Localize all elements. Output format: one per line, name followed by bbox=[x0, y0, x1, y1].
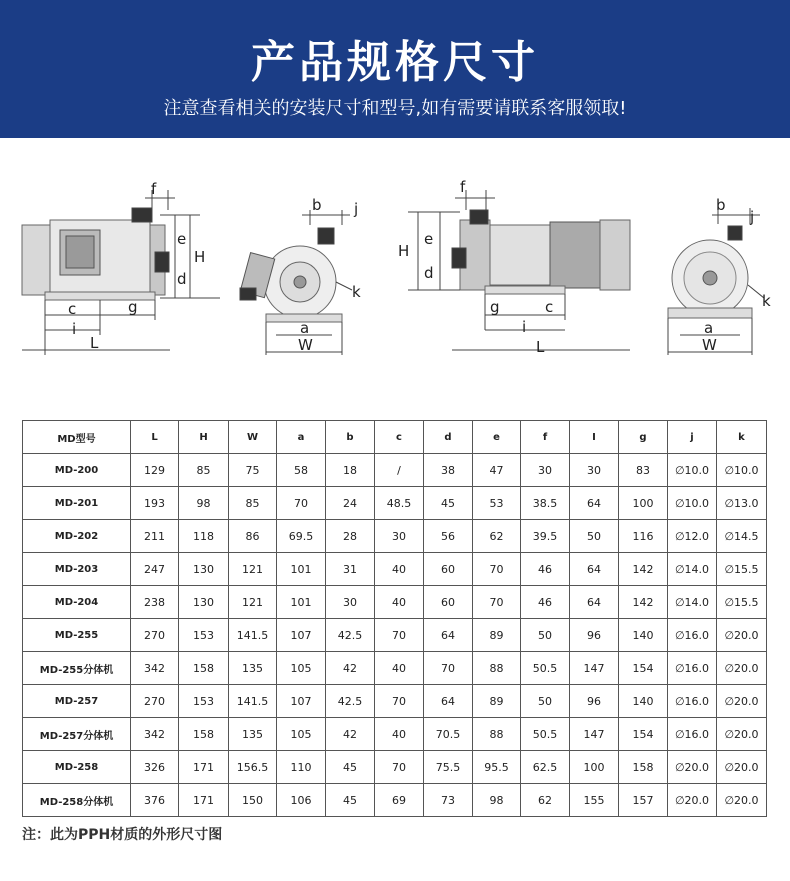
drawing-front-view-1 bbox=[240, 210, 352, 355]
table-cell: 40 bbox=[375, 553, 424, 586]
model-cell: MD-202 bbox=[23, 520, 131, 553]
table-cell: 85 bbox=[179, 454, 229, 487]
table-cell: 147 bbox=[570, 652, 619, 685]
table-cell: 30 bbox=[570, 454, 619, 487]
table-cell: 140 bbox=[619, 685, 668, 718]
label-c: c bbox=[68, 300, 77, 318]
table-cell: 30 bbox=[375, 520, 424, 553]
table-row bbox=[23, 454, 767, 487]
table-cell: 107 bbox=[277, 685, 326, 718]
model-cell: MD-255分体机 bbox=[23, 652, 131, 685]
label-j-2: j bbox=[750, 208, 755, 226]
drawing-side-view-1 bbox=[22, 190, 220, 355]
label-H-2: H bbox=[398, 242, 410, 260]
table-cell: 105 bbox=[277, 718, 326, 751]
table-cell: 45 bbox=[326, 751, 375, 784]
label-e: e bbox=[177, 230, 187, 248]
table-cell: 85 bbox=[229, 487, 277, 520]
table-row bbox=[23, 553, 767, 586]
table-cell: 130 bbox=[179, 586, 229, 619]
model-cell: MD-257 bbox=[23, 685, 131, 718]
table-cell: 46 bbox=[521, 553, 570, 586]
table-cell: ∅20.0 bbox=[717, 784, 767, 817]
column-header: H bbox=[179, 421, 229, 454]
column-header: j bbox=[668, 421, 717, 454]
table-cell: 156.5 bbox=[229, 751, 277, 784]
table-cell: 38 bbox=[424, 454, 473, 487]
table-cell: 86 bbox=[229, 520, 277, 553]
table-cell: 211 bbox=[131, 520, 179, 553]
table-cell: 101 bbox=[277, 553, 326, 586]
table-cell: 326 bbox=[131, 751, 179, 784]
column-header: f bbox=[521, 421, 570, 454]
table-cell: 70 bbox=[375, 685, 424, 718]
table-cell: ∅14.0 bbox=[668, 553, 717, 586]
table-cell: 56 bbox=[424, 520, 473, 553]
label-d: d bbox=[177, 270, 187, 288]
table-cell: ∅20.0 bbox=[717, 619, 767, 652]
table-cell: 64 bbox=[570, 586, 619, 619]
table-cell: 70 bbox=[277, 487, 326, 520]
table-cell: 270 bbox=[131, 685, 179, 718]
table-cell: ∅15.5 bbox=[717, 586, 767, 619]
table-cell: 30 bbox=[326, 586, 375, 619]
label-a: a bbox=[300, 319, 310, 337]
table-cell: ∅16.0 bbox=[668, 718, 717, 751]
table-cell: ∅20.0 bbox=[668, 751, 717, 784]
column-header: g bbox=[619, 421, 668, 454]
label-i-2: i bbox=[522, 318, 527, 336]
model-cell: MD-201 bbox=[23, 487, 131, 520]
table-cell: 100 bbox=[619, 487, 668, 520]
drawing-side-view-2 bbox=[408, 190, 630, 350]
table-cell: ∅16.0 bbox=[668, 652, 717, 685]
table-cell: 141.5 bbox=[229, 685, 277, 718]
table-cell: 158 bbox=[179, 718, 229, 751]
model-cell: MD-258 bbox=[23, 751, 131, 784]
table-cell: ∅13.0 bbox=[717, 487, 767, 520]
table-cell: 154 bbox=[619, 652, 668, 685]
table-row bbox=[23, 487, 767, 520]
label-W: W bbox=[298, 336, 313, 354]
table-cell: ∅10.0 bbox=[668, 487, 717, 520]
label-H: H bbox=[194, 248, 206, 266]
table-cell: 342 bbox=[131, 652, 179, 685]
label-k-2: k bbox=[762, 292, 771, 310]
table-cell: 70 bbox=[473, 586, 521, 619]
page-subtitle: 注意查看相关的安装尺寸和型号,如有需要请联系客服领取! bbox=[163, 98, 627, 119]
table-cell: 153 bbox=[179, 685, 229, 718]
column-header: W bbox=[229, 421, 277, 454]
table-cell: 83 bbox=[619, 454, 668, 487]
table-row bbox=[23, 685, 767, 718]
table-cell: ∅16.0 bbox=[668, 619, 717, 652]
label-g-2: g bbox=[490, 298, 500, 316]
table-cell: ∅12.0 bbox=[668, 520, 717, 553]
table-cell: 96 bbox=[570, 685, 619, 718]
table-cell: 70 bbox=[473, 553, 521, 586]
table-cell: 106 bbox=[277, 784, 326, 817]
label-i: i bbox=[72, 320, 77, 338]
table-cell: 45 bbox=[424, 487, 473, 520]
model-cell: MD-258分体机 bbox=[23, 784, 131, 817]
label-a-2: a bbox=[704, 319, 714, 337]
column-header: MD型号 bbox=[23, 421, 131, 454]
dimension-drawings bbox=[0, 170, 790, 370]
table-cell: 62 bbox=[521, 784, 570, 817]
table-cell: 50 bbox=[521, 685, 570, 718]
table-cell: 150 bbox=[229, 784, 277, 817]
table-cell: 88 bbox=[473, 718, 521, 751]
model-cell: MD-204 bbox=[23, 586, 131, 619]
table-row bbox=[23, 784, 767, 817]
table-cell: 40 bbox=[375, 718, 424, 751]
table-cell: 147 bbox=[570, 718, 619, 751]
table-row bbox=[23, 520, 767, 553]
table-cell: 30 bbox=[521, 454, 570, 487]
table-cell: 155 bbox=[570, 784, 619, 817]
label-f-2: f bbox=[460, 178, 466, 196]
table-cell: 101 bbox=[277, 586, 326, 619]
column-header: L bbox=[131, 421, 179, 454]
table-cell: 38.5 bbox=[521, 487, 570, 520]
table-cell: 157 bbox=[619, 784, 668, 817]
table-cell: 141.5 bbox=[229, 619, 277, 652]
column-header: b bbox=[326, 421, 375, 454]
table-row bbox=[23, 619, 767, 652]
table-cell: 98 bbox=[179, 487, 229, 520]
table-cell: 18 bbox=[326, 454, 375, 487]
table-cell: 62 bbox=[473, 520, 521, 553]
table-cell: 135 bbox=[229, 652, 277, 685]
table-cell: 69 bbox=[375, 784, 424, 817]
table-cell: 64 bbox=[424, 619, 473, 652]
column-header: d bbox=[424, 421, 473, 454]
table-cell: 46 bbox=[521, 586, 570, 619]
table-cell: 247 bbox=[131, 553, 179, 586]
label-L: L bbox=[90, 334, 99, 352]
table-cell: 75 bbox=[229, 454, 277, 487]
label-e-2: e bbox=[424, 230, 434, 248]
table-cell: 142 bbox=[619, 553, 668, 586]
table-cell: 135 bbox=[229, 718, 277, 751]
table-cell: ∅16.0 bbox=[668, 685, 717, 718]
table-cell: 75.5 bbox=[424, 751, 473, 784]
model-cell: MD-257分体机 bbox=[23, 718, 131, 751]
table-cell: 129 bbox=[131, 454, 179, 487]
table-cell: 376 bbox=[131, 784, 179, 817]
table-cell: 39.5 bbox=[521, 520, 570, 553]
page-title: 产品规格尺寸 bbox=[251, 37, 539, 88]
table-cell: 50 bbox=[521, 619, 570, 652]
table-cell: 153 bbox=[179, 619, 229, 652]
table-cell: 42 bbox=[326, 652, 375, 685]
table-cell: 70 bbox=[424, 652, 473, 685]
table-cell: 116 bbox=[619, 520, 668, 553]
table-cell: ∅15.5 bbox=[717, 553, 767, 586]
table-cell: ∅10.0 bbox=[668, 454, 717, 487]
table-cell: 98 bbox=[473, 784, 521, 817]
table-cell: 28 bbox=[326, 520, 375, 553]
table-cell: 107 bbox=[277, 619, 326, 652]
footnote: 注：此为PPH材质的外形尺寸图 bbox=[22, 827, 223, 843]
table-cell: 238 bbox=[131, 586, 179, 619]
table-row bbox=[23, 718, 767, 751]
table-cell: ∅14.5 bbox=[717, 520, 767, 553]
table-cell: 95.5 bbox=[473, 751, 521, 784]
table-cell: 31 bbox=[326, 553, 375, 586]
table-cell: 40 bbox=[375, 586, 424, 619]
model-cell: MD-200 bbox=[23, 454, 131, 487]
column-header: I bbox=[570, 421, 619, 454]
table-row bbox=[23, 751, 767, 784]
table-cell: 88 bbox=[473, 652, 521, 685]
label-d-2: d bbox=[424, 264, 434, 282]
column-header: k bbox=[717, 421, 767, 454]
table-cell: 42 bbox=[326, 718, 375, 751]
label-g: g bbox=[128, 298, 138, 316]
table-cell: 89 bbox=[473, 685, 521, 718]
table-cell: 105 bbox=[277, 652, 326, 685]
table-cell: 121 bbox=[229, 586, 277, 619]
table-cell: 45 bbox=[326, 784, 375, 817]
table-cell: 140 bbox=[619, 619, 668, 652]
label-f: f bbox=[151, 180, 157, 198]
label-b-2: b bbox=[716, 196, 726, 214]
column-header: a bbox=[277, 421, 326, 454]
table-header-row bbox=[23, 421, 767, 454]
table-cell: 73 bbox=[424, 784, 473, 817]
table-cell: ∅20.0 bbox=[717, 718, 767, 751]
table-cell: 64 bbox=[570, 487, 619, 520]
table-cell: 158 bbox=[619, 751, 668, 784]
table-cell: 60 bbox=[424, 586, 473, 619]
model-cell: MD-255 bbox=[23, 619, 131, 652]
table-cell: 24 bbox=[326, 487, 375, 520]
label-k: k bbox=[352, 283, 361, 301]
table-cell: 96 bbox=[570, 619, 619, 652]
table-cell: 64 bbox=[424, 685, 473, 718]
table-cell: 89 bbox=[473, 619, 521, 652]
table-cell: 62.5 bbox=[521, 751, 570, 784]
page-header bbox=[0, 0, 790, 138]
column-header: e bbox=[473, 421, 521, 454]
table-cell: 50.5 bbox=[521, 652, 570, 685]
table-cell: 100 bbox=[570, 751, 619, 784]
label-L-2: L bbox=[536, 338, 545, 356]
table-cell: 42.5 bbox=[326, 619, 375, 652]
label-j: j bbox=[354, 200, 359, 218]
column-header: c bbox=[375, 421, 424, 454]
table-cell: ∅20.0 bbox=[717, 652, 767, 685]
label-b: b bbox=[312, 196, 322, 214]
table-cell: 130 bbox=[179, 553, 229, 586]
table-cell: 48.5 bbox=[375, 487, 424, 520]
table-cell: ∅20.0 bbox=[717, 751, 767, 784]
table-cell: 47 bbox=[473, 454, 521, 487]
model-cell: MD-203 bbox=[23, 553, 131, 586]
table-cell: 60 bbox=[424, 553, 473, 586]
table-cell: 142 bbox=[619, 586, 668, 619]
table-cell: 342 bbox=[131, 718, 179, 751]
table-cell: 270 bbox=[131, 619, 179, 652]
table-cell: ∅20.0 bbox=[668, 784, 717, 817]
table-cell: 42.5 bbox=[326, 685, 375, 718]
table-cell: 193 bbox=[131, 487, 179, 520]
table-cell: 70 bbox=[375, 751, 424, 784]
label-W-2: W bbox=[702, 336, 717, 354]
table-row bbox=[23, 652, 767, 685]
table-cell: ∅20.0 bbox=[717, 685, 767, 718]
spec-table bbox=[22, 420, 767, 817]
table-cell: 154 bbox=[619, 718, 668, 751]
table-cell: 118 bbox=[179, 520, 229, 553]
table-cell: 40 bbox=[375, 652, 424, 685]
table-cell: / bbox=[375, 454, 424, 487]
table-row bbox=[23, 586, 767, 619]
table-cell: 171 bbox=[179, 751, 229, 784]
table-cell: 50.5 bbox=[521, 718, 570, 751]
table-cell: 70 bbox=[375, 619, 424, 652]
table-cell: 64 bbox=[570, 553, 619, 586]
table-cell: 110 bbox=[277, 751, 326, 784]
table-cell: 171 bbox=[179, 784, 229, 817]
table-cell: 70.5 bbox=[424, 718, 473, 751]
table-cell: 50 bbox=[570, 520, 619, 553]
table-cell: ∅10.0 bbox=[717, 454, 767, 487]
table-cell: 58 bbox=[277, 454, 326, 487]
table-cell: 121 bbox=[229, 553, 277, 586]
table-cell: 53 bbox=[473, 487, 521, 520]
label-c-2: c bbox=[545, 298, 554, 316]
table-cell: 158 bbox=[179, 652, 229, 685]
table-cell: ∅14.0 bbox=[668, 586, 717, 619]
table-cell: 69.5 bbox=[277, 520, 326, 553]
drawing-front-view-2 bbox=[668, 208, 764, 355]
